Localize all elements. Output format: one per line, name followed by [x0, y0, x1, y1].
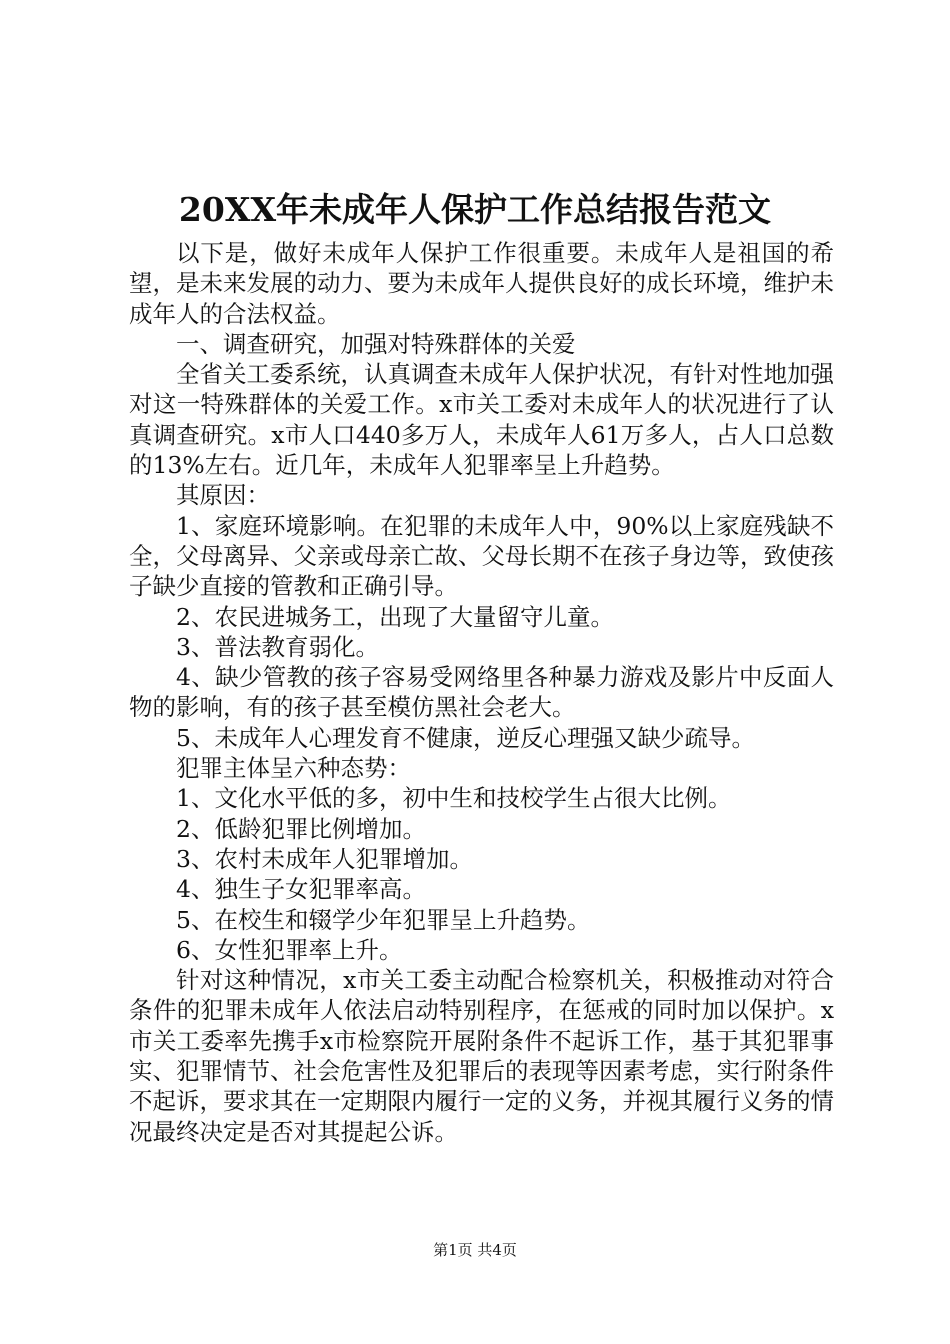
- list-item-trend-1: 1、文化水平低的多，初中生和技校学生占很大比例。: [176, 784, 732, 813]
- document-title: 20XX年未成年人保护工作总结报告范文: [178, 190, 772, 229]
- page-number-footer: 第1页 共4页: [433, 1241, 517, 1259]
- paragraph-survey: 全省关工委系统，认真调查未成年人保护状况，有针对性地加强对这一特殊群体的关爱工作。x市关工委对未成年人的状况进行了认真调查研究。x市人口440多万人，未成年人61万多人，占人口总数的13%左右。近几年，未成年人犯罪率呈上升趋势。: [129, 360, 834, 480]
- document-body: [129, 238, 834, 1147]
- list-item-trend-6: 6、女性犯罪率上升。: [176, 935, 403, 964]
- list-item-cause-3: 3、普法教育弱化。: [176, 632, 379, 661]
- list-item-cause-4: 4、缺少管教的孩子容易受网络里各种暴力游戏及影片中反面人物的影响，有的孩子甚至模仿黑社会老大。: [129, 663, 834, 722]
- list-item-trend-4: 4、独生子女犯罪率高。: [176, 875, 426, 904]
- section-heading-1: 一、调查研究，加强对特殊群体的关爱: [176, 329, 576, 358]
- list-item-cause-5: 5、未成年人心理发育不健康，逆反心理强又缺少疏导。: [176, 723, 755, 752]
- list-item-trend-2: 2、低龄犯罪比例增加。: [176, 814, 426, 843]
- paragraph-trends-heading: 犯罪主体呈六种态势：: [176, 754, 411, 783]
- list-item-trend-5: 5、在校生和辍学少年犯罪呈上升趋势。: [176, 905, 591, 934]
- paragraph-intro: 以下是，做好未成年人保护工作很重要。未成年人是祖国的希望，是未来发展的动力、要为未成年人提供良好的成长环境，维护未成年人的合法权益。: [129, 239, 834, 328]
- paragraph-measures: 针对这种情况，x市关工委主动配合检察机关，积极推动对符合条件的犯罪未成年人依法启动特别程序，在惩戒的同时加以保护。x市关工委率先携手x市检察院开展附条件不起诉工作，基于其犯罪事实、犯罪情节、社会危害性及犯罪后的表现等因素考虑，实行附条件不起诉，要求其在一定期限内履行一定的义务，并视其履行义务的情况最终决定是否对其提起公诉。: [129, 966, 834, 1146]
- paragraph-causes-heading: 其原因：: [176, 481, 270, 510]
- list-item-trend-3: 3、农村未成年人犯罪增加。: [176, 844, 473, 873]
- list-item-cause-2: 2、农民进城务工，出现了大量留守儿童。: [176, 602, 614, 631]
- list-item-cause-1: 1、家庭环境影响。在犯罪的未成年人中，90%以上家庭残缺不全，父母离异、父亲或母亲亡故、父母长期不在孩子身边等，致使孩子缺少直接的管教和正确引导。: [129, 511, 834, 601]
